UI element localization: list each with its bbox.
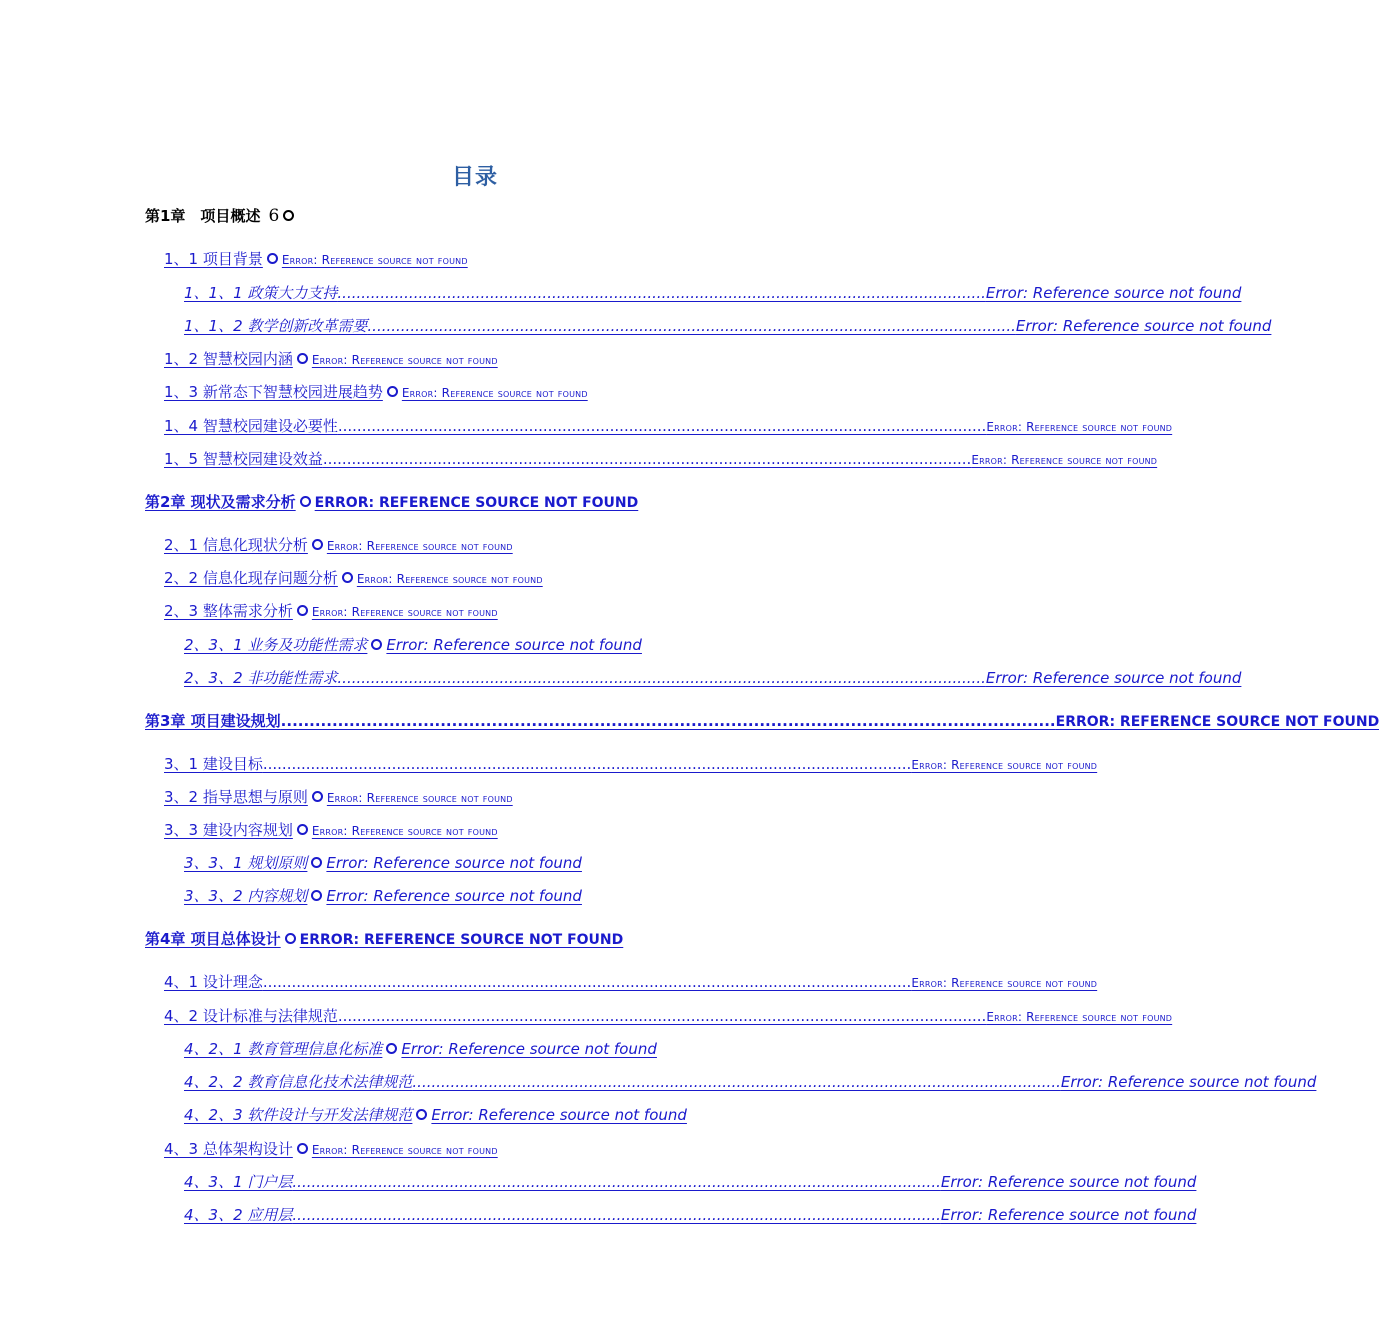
toc-entry-text: 4、1 设计理念	[164, 973, 263, 991]
toc-entry-text: 1、1、2 教学创新改革需要	[184, 317, 368, 335]
toc-entry[interactable]	[184, 315, 1272, 336]
bullet-icon	[311, 890, 322, 901]
toc-entry-ref: Error: Reference source not found	[985, 669, 1242, 687]
toc-entry-text: 4、2、3 软件设计与开发法律规范	[184, 1106, 413, 1124]
toc-entry-text: 2、3 整体需求分析	[164, 602, 293, 620]
toc-entry[interactable]	[164, 248, 468, 269]
toc-entry-ref: Error: Reference source not found	[386, 636, 642, 654]
toc-entry[interactable]	[164, 753, 1098, 774]
toc-entry-text: 2、2 信息化现存问题分析	[164, 569, 338, 587]
toc-entry-ref: Error: Reference source not found	[911, 758, 1098, 772]
dot-leader: ........................................................................................................................................	[280, 712, 1056, 730]
toc-entry-text: 第3章 项目建设规划	[145, 712, 281, 730]
toc-entry-ref: Error: Reference source not found	[281, 253, 468, 267]
toc-entry[interactable]	[164, 600, 498, 621]
toc-chapter-1	[145, 205, 298, 226]
toc-entry[interactable]	[184, 1071, 1317, 1092]
toc-entry-ref: Error: Reference source not found	[986, 1010, 1173, 1024]
toc-entry-text: 3、3、2 内容规划	[184, 887, 308, 905]
toc-entry-ref: Error: Reference source not found	[940, 1206, 1197, 1224]
toc-entry[interactable]	[164, 786, 513, 807]
toc-entry-text: 4、3 总体架构设计	[164, 1140, 293, 1158]
toc-entry-ref: Error: Reference source not found	[326, 539, 513, 553]
toc-entry-ref: Error: Reference source not found	[431, 1106, 687, 1124]
toc-entry-text: 1、3 新常态下智慧校园进展趋势	[164, 383, 383, 401]
toc-entry[interactable]	[184, 1171, 1197, 1192]
toc-entry[interactable]	[164, 1138, 498, 1159]
toc-entry-ref: Error: Reference source not found	[1060, 1073, 1317, 1091]
toc-entry[interactable]	[164, 348, 498, 369]
toc-entry[interactable]	[184, 1038, 657, 1059]
bullet-icon	[342, 572, 353, 583]
toc-chapter[interactable]	[145, 928, 623, 949]
toc-chapter[interactable]	[145, 491, 638, 512]
dot-leader: ........................................................................................................................................	[292, 1173, 941, 1191]
toc-entry[interactable]	[164, 971, 1098, 992]
bullet-icon	[386, 1043, 397, 1054]
toc-entry-text: 1、1 项目背景	[164, 250, 263, 268]
toc-entry-ref: Error: Reference source not found	[311, 605, 498, 619]
toc-entry-ref: Error: Reference source not found	[401, 1040, 657, 1058]
toc-entry-ref: Error: Reference source not found	[940, 1173, 1197, 1191]
bullet-icon	[311, 857, 322, 868]
toc-entry[interactable]	[164, 415, 1173, 436]
toc-entry-text: 1、5 智慧校园建设效益	[164, 450, 323, 468]
toc-entry-ref: Error: Reference source not found	[311, 353, 498, 367]
toc-entry-text: 3、1 建设目标	[164, 755, 263, 773]
bullet-icon	[297, 353, 308, 364]
chapter-1-page: 6	[268, 206, 280, 226]
bullet-icon	[297, 824, 308, 835]
toc-entry-text: 1、2 智慧校园内涵	[164, 350, 293, 368]
toc-entry-ref: Error: Reference source not found	[1015, 317, 1272, 335]
toc-entry-text: 第4章 项目总体设计	[145, 930, 281, 948]
toc-entry[interactable]	[184, 885, 582, 906]
toc-entry[interactable]	[164, 448, 1158, 469]
toc-entry-text: 3、3、1 规划原则	[184, 854, 308, 872]
dot-leader: ........................................................................................................................................	[262, 755, 912, 773]
bullet-icon	[312, 791, 323, 802]
toc-entry-ref: Error: Reference source not found	[356, 572, 543, 586]
toc-entry[interactable]	[164, 1005, 1173, 1026]
bullet-icon	[297, 605, 308, 616]
bullet-icon	[312, 539, 323, 550]
toc-entry-text: 4、2、1 教育管理信息化标准	[184, 1040, 383, 1058]
toc-entry-ref: Error: Reference source not found	[326, 854, 582, 872]
dot-leader: ........................................................................................................................................	[367, 317, 1016, 335]
toc-entry[interactable]	[164, 534, 513, 555]
dot-leader: ........................................................................................................................................	[337, 669, 986, 687]
toc-entry[interactable]	[184, 282, 1242, 303]
toc-entry[interactable]	[164, 381, 588, 402]
bullet-icon	[283, 210, 294, 221]
toc-entry-text: 第2章 现状及需求分析	[145, 493, 296, 511]
bullet-icon	[387, 386, 398, 397]
toc-entry-ref: Error: Reference source not found	[401, 386, 588, 400]
toc-entry-text: 4、3、1 门户层	[184, 1173, 293, 1191]
toc-entry[interactable]	[184, 1204, 1197, 1225]
toc-entry[interactable]	[184, 1104, 687, 1125]
bullet-icon	[285, 933, 296, 944]
toc-entry-ref: Error: Reference source not found	[326, 887, 582, 905]
bullet-icon	[416, 1109, 427, 1120]
dot-leader: ........................................................................................................................................	[337, 284, 986, 302]
toc-entry-ref: Error: Reference source not found	[985, 284, 1242, 302]
toc-chapter[interactable]	[145, 710, 1379, 731]
toc-entry-text: 2、3、2 非功能性需求	[184, 669, 338, 687]
dot-leader: ........................................................................................................................................	[262, 973, 912, 991]
toc-entry-ref: ERROR: REFERENCE SOURCE NOT FOUND	[299, 932, 624, 948]
toc-entry-ref: Error: Reference source not found	[911, 976, 1098, 990]
bullet-icon	[371, 639, 382, 650]
toc-entry[interactable]	[184, 852, 582, 873]
bullet-icon	[267, 253, 278, 264]
dot-leader: ........................................................................................................................................	[412, 1073, 1061, 1091]
chapter-1-label: 第1章 项目概述	[145, 207, 261, 225]
toc-entry[interactable]	[184, 667, 1242, 688]
dot-leader: ........................................................................................................................................	[322, 450, 972, 468]
toc-entry-ref: Error: Reference source not found	[311, 824, 498, 838]
bullet-icon	[300, 496, 311, 507]
toc-entry-text: 3、2 指导思想与原则	[164, 788, 308, 806]
bullet-icon	[297, 1143, 308, 1154]
toc-entry-text: 1、4 智慧校园建设必要性	[164, 417, 338, 435]
toc-entry-ref: Error: Reference source not found	[311, 1143, 498, 1157]
toc-entry[interactable]	[164, 819, 498, 840]
toc-entry-text: 2、1 信息化现状分析	[164, 536, 308, 554]
toc-entry-text: 3、3 建设内容规划	[164, 821, 293, 839]
toc-entry-text: 2、3、1 业务及功能性需求	[184, 636, 368, 654]
toc-entry-ref: Error: Reference source not found	[326, 791, 513, 805]
toc-entry-text: 4、2、2 教育信息化技术法律规范	[184, 1073, 413, 1091]
toc-entry-text: 4、3、2 应用层	[184, 1206, 293, 1224]
dot-leader: ........................................................................................................................................	[337, 417, 987, 435]
toc-entry[interactable]	[184, 634, 642, 655]
toc-entry[interactable]	[164, 567, 543, 588]
toc-entry-ref: Error: Reference source not found	[971, 453, 1158, 467]
dot-leader: ........................................................................................................................................	[292, 1206, 941, 1224]
toc-entry-text: 1、1、1 政策大力支持	[184, 284, 338, 302]
dot-leader: ........................................................................................................................................	[337, 1007, 987, 1025]
toc-entry-text: 4、2 设计标准与法律规范	[164, 1007, 338, 1025]
toc-entry-ref: Error: Reference source not found	[986, 420, 1173, 434]
toc-entry-ref: ERROR: REFERENCE SOURCE NOT FOUND	[1055, 714, 1379, 730]
toc-title: 目录	[451, 165, 498, 190]
toc-entry-ref: ERROR: REFERENCE SOURCE NOT FOUND	[314, 495, 639, 511]
